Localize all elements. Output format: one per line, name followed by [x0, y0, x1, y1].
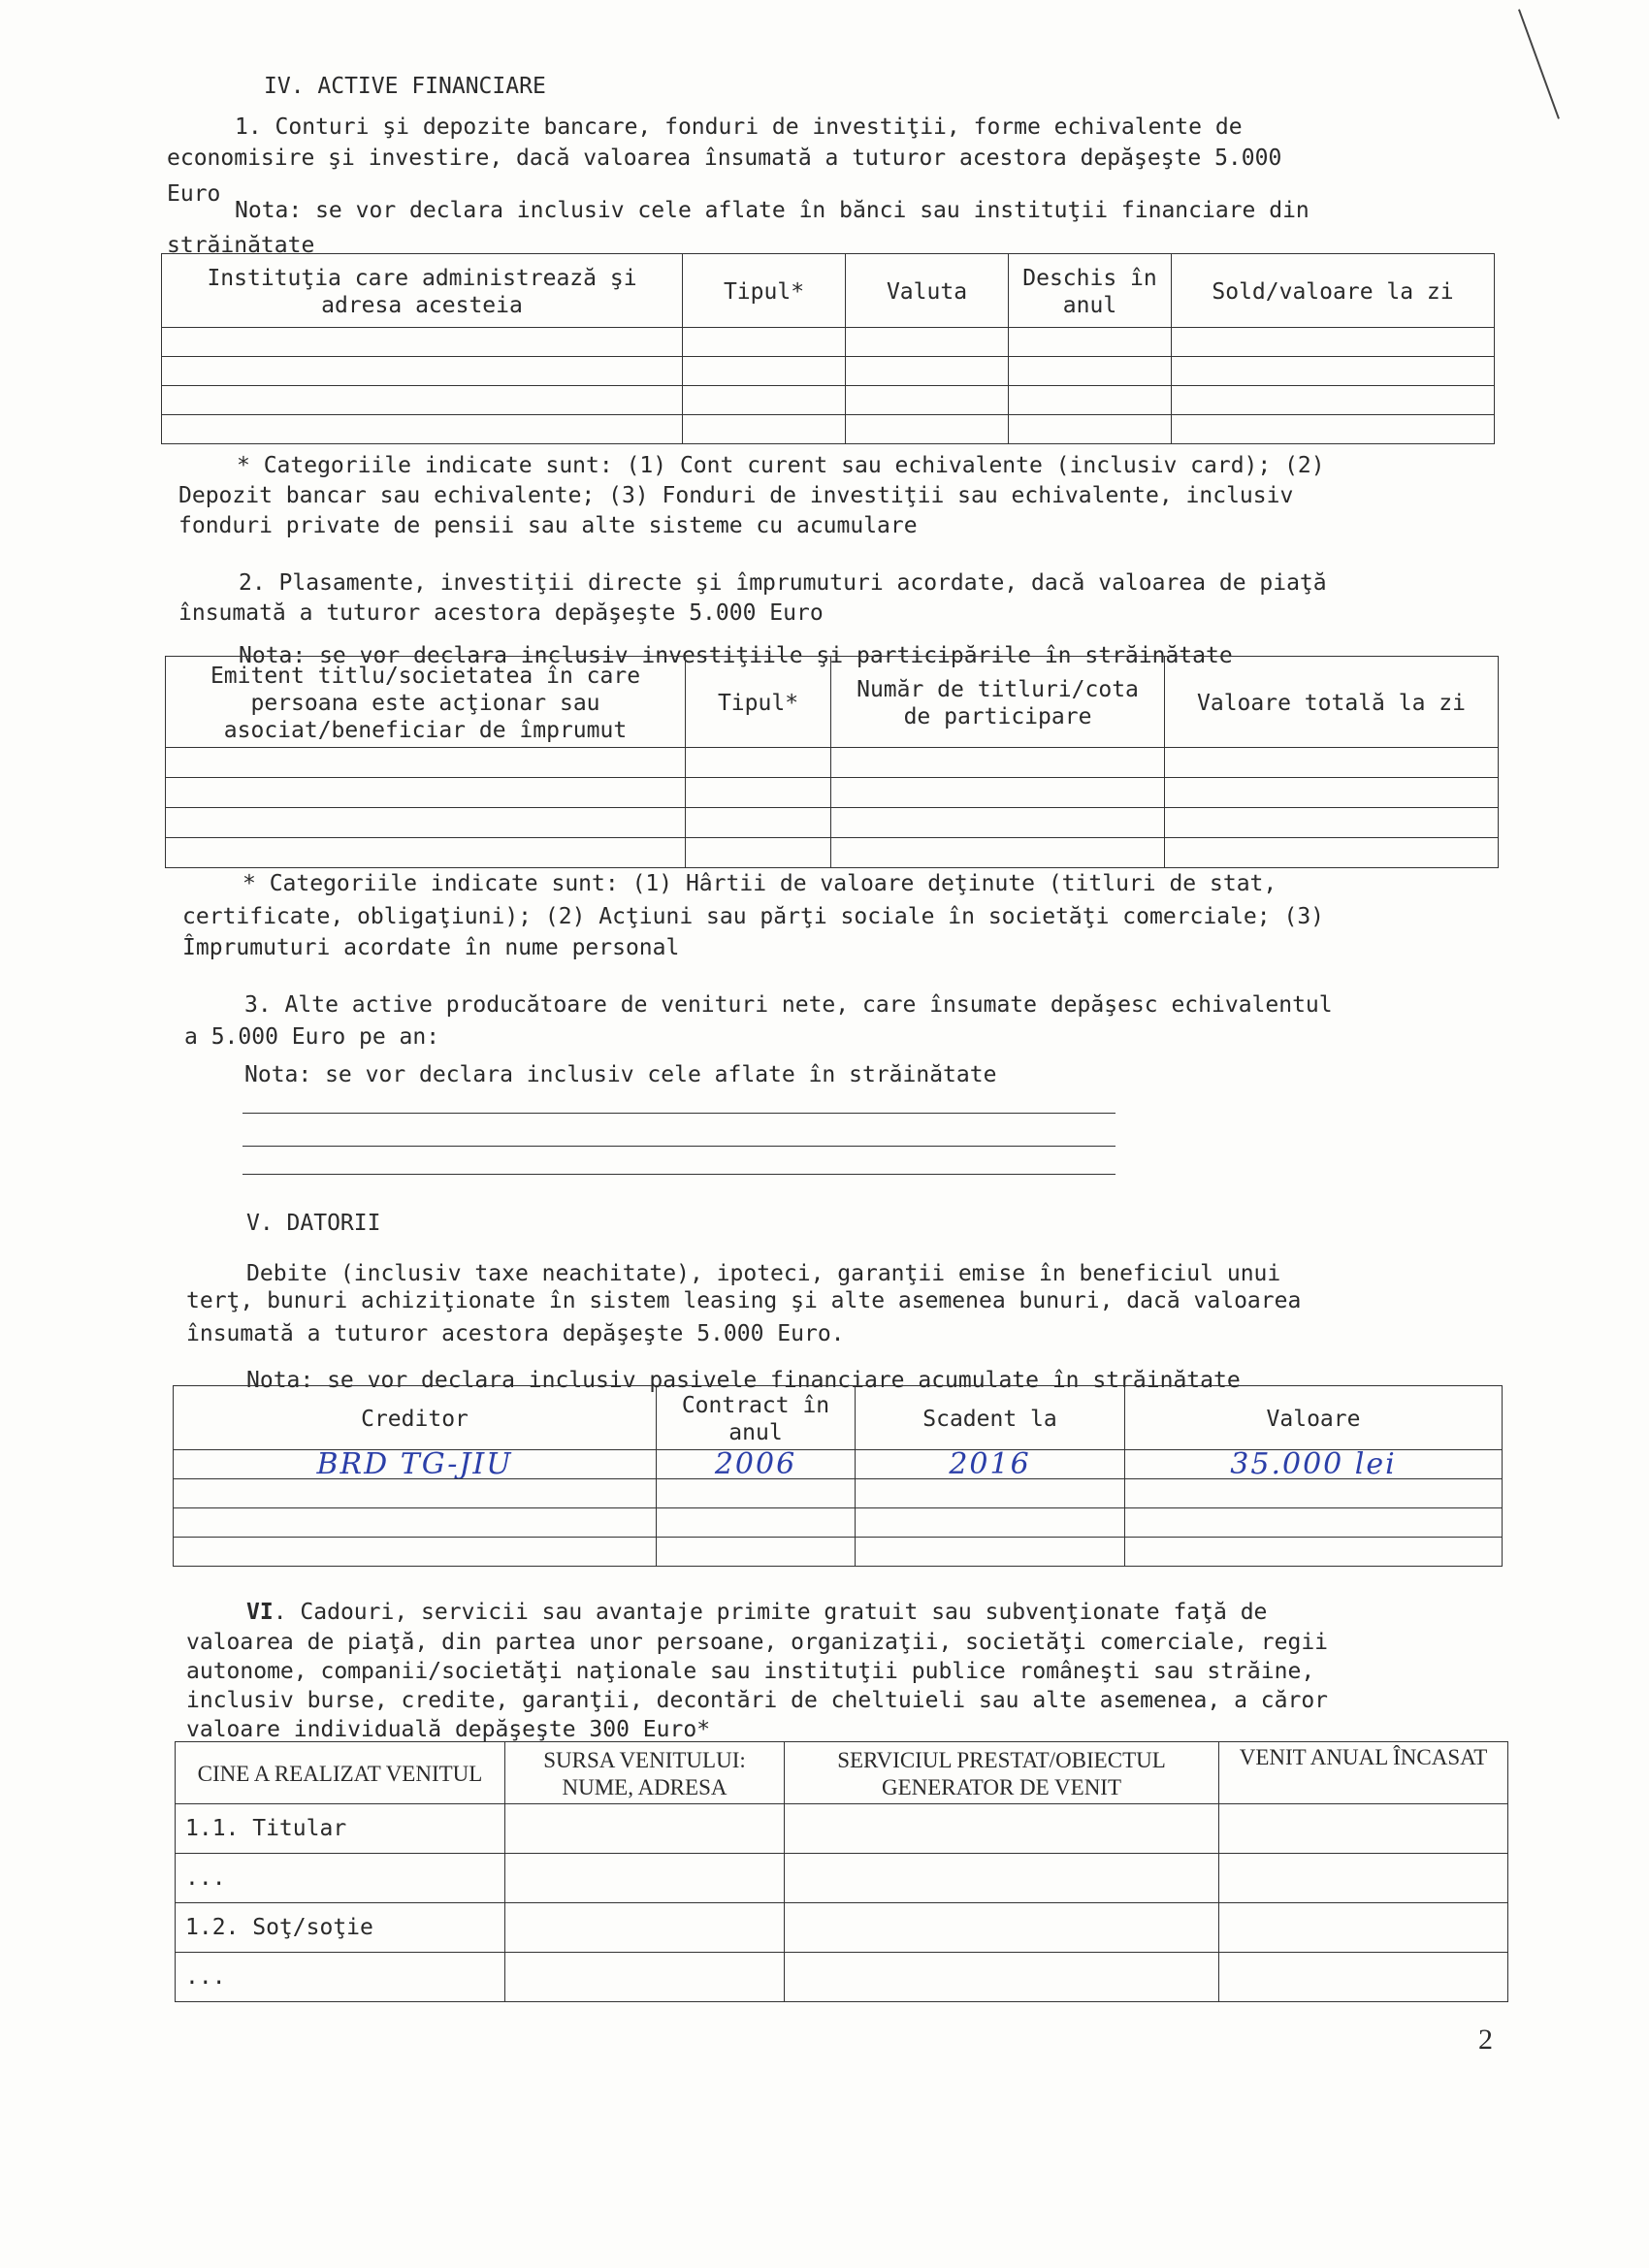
col-header-source: SURSA VENITULUI: NUME, ADRESA: [505, 1742, 785, 1804]
col-header-contract-year: Contract în anul: [657, 1386, 856, 1450]
table-row: [162, 415, 1495, 444]
row-label: 1.1. Titular: [176, 1804, 505, 1854]
table-1-footnote-line3: fonduri private de pensii sau alte sisteme cu acumulare: [178, 513, 918, 538]
item-2-text-line1: 2. Plasamente, investiţii directe şi împrumuturi acordate, dacă valoarea de piaţă: [239, 570, 1327, 596]
due-cell: 2016: [856, 1450, 1125, 1479]
table-row: [162, 386, 1495, 415]
section-vi-text-line5: valoare individuală depăşeşte 300 Euro*: [186, 1717, 711, 1742]
table-1-footnote-line2: Depozit bancar sau echivalente; (3) Fonduri de investiţii sau echivalente, inclusiv: [178, 483, 1294, 508]
table-2-footnote-line2: certificate, obligaţiuni); (2) Acţiuni sau părţi sociale în societăţi comerciale; (3): [182, 904, 1325, 929]
debts-table: [173, 1385, 1503, 1567]
item-1-text-line2: economisire şi investire, dacă valoarea însumată a tuturor acestora depăşeşte 5.000: [167, 146, 1282, 171]
item-1-note-cont: străinătate: [167, 233, 315, 258]
section-v-note: Nota: se vor declara inclusiv pasivele financiare acumulate în străinătate: [246, 1368, 1241, 1393]
section-vi-number: VI: [246, 1600, 274, 1625]
col-header-type: Tipul*: [683, 254, 846, 328]
table-2-footnote-line1: * Categoriile indicate sunt: (1) Hârtii de valoare deţinute (titluri de stat,: [242, 871, 1277, 896]
col-header-value: Valoare: [1125, 1386, 1503, 1450]
table-row: [176, 1903, 1508, 1953]
table-row: [176, 1854, 1508, 1903]
col-header-annual-income: VENIT ANUAL ÎNCASAT: [1219, 1742, 1508, 1804]
investments-table: [165, 656, 1499, 868]
table-row: [162, 328, 1495, 357]
table-row: [174, 1538, 1503, 1567]
item-1-text-line1: 1. Conturi şi depozite bancare, fonduri de investiţii, forme echivalente de: [235, 114, 1243, 140]
page-number: 2: [1478, 2024, 1493, 2056]
col-header-institution: Instituţia care administrează şi adresa acesteia: [162, 254, 683, 328]
col-header-currency: Valuta: [846, 254, 1009, 328]
col-header-who: CINE A REALIZAT VENITUL: [176, 1742, 505, 1804]
table-row: [166, 808, 1499, 838]
section-vi-text-line3: autonome, companii/societăţi naţionale sau instituţii publice româneşti sau străine,: [186, 1659, 1315, 1684]
row-label: ...: [176, 1854, 505, 1903]
col-header-service: SERVICIUL PRESTAT/OBIECTUL GENERATOR DE VENIT: [785, 1742, 1219, 1804]
item-3-text-line1: 3. Alte active producătoare de venituri nete, care însumate depăşesc echivalentul: [244, 992, 1333, 1018]
table-row: [176, 1953, 1508, 2002]
bank-accounts-table: [161, 253, 1495, 444]
item-1-text-line3: Euro: [167, 181, 221, 207]
section-v-text-line1: Debite (inclusiv taxe neachitate), ipoteci, garanţii emise în beneficiul unui: [246, 1261, 1281, 1286]
col-header-type: Tipul*: [686, 657, 831, 748]
table-row: [176, 1804, 1508, 1854]
col-header-due: Scadent la: [856, 1386, 1125, 1450]
gifts-table: [175, 1741, 1508, 2002]
col-header-shares-count: Număr de titluri/cota de participare: [831, 657, 1165, 748]
section-v-text-line2: terţ, bunuri achiziţionate în sistem leasing şi alte asemenea bunuri, dacă valoarea: [186, 1288, 1302, 1313]
item-1-note: Nota: se vor declara inclusiv cele aflate în bănci sau instituţii financiare din: [235, 198, 1310, 223]
table-row: [174, 1508, 1503, 1538]
col-header-balance: Sold/valoare la zi: [1172, 254, 1495, 328]
scan-edge-mark: [1518, 9, 1560, 118]
table-1-footnote-line1: * Categoriile indicate sunt: (1) Cont curent sau echivalente (inclusiv card); (2): [237, 453, 1325, 478]
table-row: [174, 1450, 1503, 1479]
section-iv-title: IV. ACTIVE FINANCIARE: [264, 74, 546, 99]
section-v-text-line3: însumată a tuturor acestora depăşeşte 5.000 Euro.: [186, 1321, 845, 1346]
blank-line: [242, 1113, 1116, 1114]
value-cell: 35.000 lei: [1125, 1450, 1503, 1479]
row-label: ...: [176, 1953, 505, 2002]
section-v-title: V. DATORII: [246, 1211, 381, 1236]
row-label: 1.2. Soţ/soţie: [176, 1903, 505, 1953]
item-3-text-line2: a 5.000 Euro pe an:: [184, 1024, 440, 1050]
table-row: [174, 1479, 1503, 1508]
section-vi-text-line2: valoarea de piaţă, din partea unor persoane, organizaţii, societăţi comerciale, regii: [186, 1630, 1329, 1655]
contract-year-cell: 2006: [657, 1450, 856, 1479]
item-2-note: Nota: se vor declara inclusiv investiţiile şi participările în străinătate: [239, 643, 1233, 668]
table-row: [162, 357, 1495, 386]
col-header-creditor: Creditor: [174, 1386, 657, 1450]
creditor-cell: BRD TG-JIU: [174, 1450, 657, 1479]
col-header-opened-year: Deschis în anul: [1009, 254, 1172, 328]
col-header-issuer: Emitent titlu/societatea în care persoana este acţionar sau asociat/beneficiar de împrumut: [166, 657, 686, 748]
item-2-text-line2: însumată a tuturor acestora depăşeşte 5.000 Euro: [178, 600, 824, 626]
item-3-note: Nota: se vor declara inclusiv cele aflate în străinătate: [244, 1062, 997, 1087]
col-header-total-value: Valoare totală la zi: [1165, 657, 1499, 748]
blank-line: [242, 1174, 1116, 1175]
table-row: [166, 778, 1499, 808]
section-vi-text-line4: inclusiv burse, credite, garanţii, decontări de cheltuieli sau alte asemenea, a căror: [186, 1688, 1329, 1713]
table-2-footnote-line3: Împrumuturi acordate în nume personal: [182, 935, 680, 960]
section-vi-line1-text: . Cadouri, servicii sau avantaje primite gratuit sau subvenţionate faţă de: [273, 1600, 1268, 1625]
table-row: [166, 838, 1499, 868]
blank-line: [242, 1146, 1116, 1147]
table-row: [166, 748, 1499, 778]
section-vi-text-line1: [246, 1598, 1267, 1627]
